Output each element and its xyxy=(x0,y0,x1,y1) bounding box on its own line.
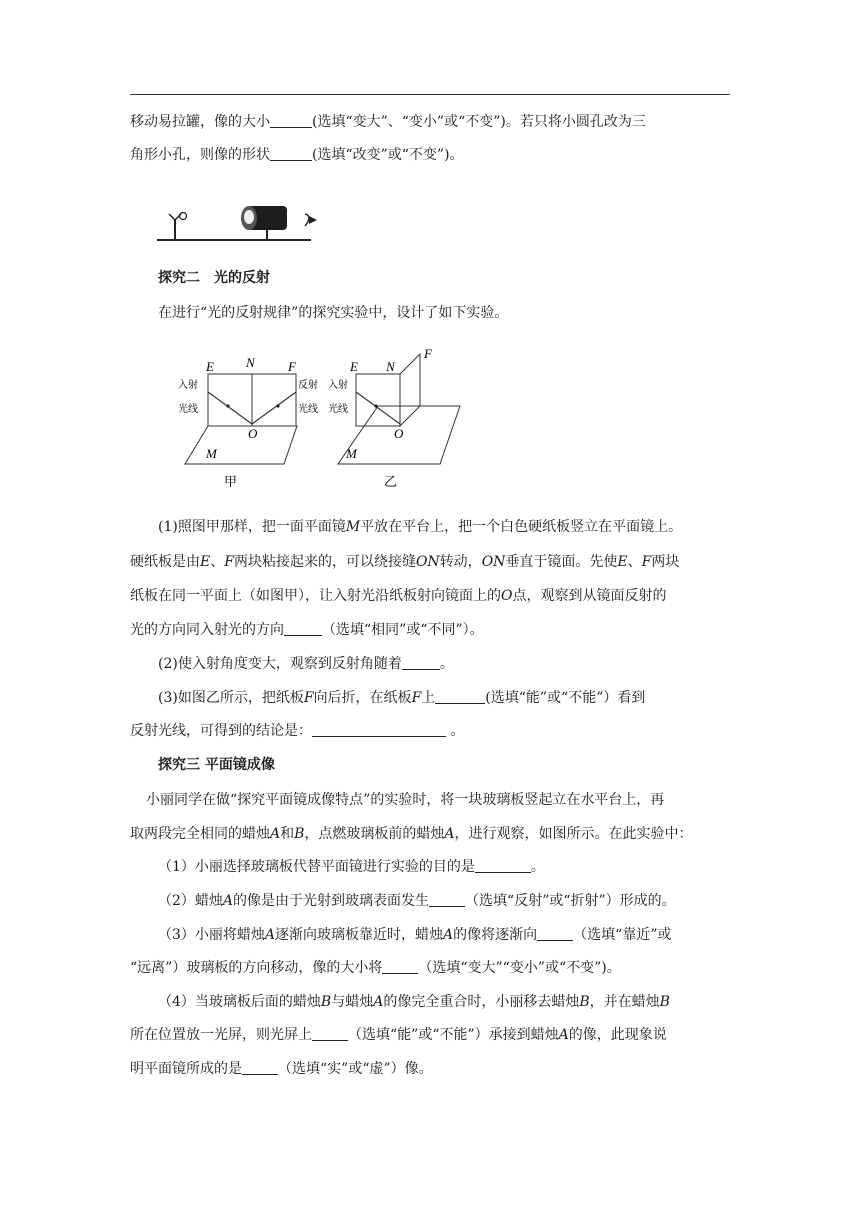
s2-q1-line4 xyxy=(130,620,484,640)
caption-jia: 甲 xyxy=(224,474,238,489)
answer-blank[interactable] xyxy=(402,655,440,670)
var: A xyxy=(444,826,455,842)
text: （选填“实”或“虚”）像。 xyxy=(278,1061,433,1077)
label-f: F xyxy=(288,359,296,374)
reflection-figure xyxy=(172,344,472,490)
text: ，点燃玻璃板前的蜡烛 xyxy=(304,826,445,842)
text: ，并在蜡烛 xyxy=(589,994,660,1010)
answer-blank[interactable] xyxy=(312,1026,348,1041)
eye-icon xyxy=(305,214,317,226)
section-2-title: 探究二 光的反射 xyxy=(158,270,270,286)
text: （选填“变大”“变小”或“不变”)。 xyxy=(418,960,621,976)
label-e: E xyxy=(206,359,214,374)
text: (选填“变大”、“变小”或“不变”)。若只将小圆孔改为三 xyxy=(312,114,646,130)
text: 的像将逐渐向 xyxy=(453,927,538,943)
text: 上 xyxy=(421,690,436,706)
can-icon xyxy=(241,206,287,240)
s2-q3-line2 xyxy=(130,721,464,741)
answer-blank-shape[interactable] xyxy=(270,146,312,161)
text: “远离”）玻璃板的方向移动，像的大小将 xyxy=(130,960,383,976)
text: 两块粘接起来的，可以绕接缝 xyxy=(233,554,416,570)
p1-line1 xyxy=(130,112,646,132)
text: 移动易拉罐，像的大小 xyxy=(130,114,270,130)
var: E xyxy=(200,554,211,570)
s3-q4-line1 xyxy=(158,992,670,1012)
text: 的像是由于光射到玻璃表面发生 xyxy=(233,893,430,909)
caption-yi: 乙 xyxy=(384,474,398,489)
text: （选填“相同”或“不同”）。 xyxy=(322,622,484,638)
answer-blank-size[interactable] xyxy=(270,113,312,128)
header-rule xyxy=(130,94,730,95)
label-n: N xyxy=(246,355,255,370)
answer-blank[interactable] xyxy=(242,1060,278,1075)
label-incident-1: 入射 xyxy=(328,380,348,391)
text: （4）当玻璃板后面的蜡烛 xyxy=(158,994,321,1010)
var: M xyxy=(345,519,361,535)
text: 。 xyxy=(446,723,465,739)
var: B xyxy=(294,826,305,842)
label-incident-2: 光线 xyxy=(328,404,348,415)
label-o: O xyxy=(394,426,404,441)
s2-q3-line1 xyxy=(158,688,645,708)
text: （选填“靠近”或 xyxy=(573,927,672,943)
label-m: M xyxy=(206,446,217,461)
var: A xyxy=(558,1027,569,1043)
var: F xyxy=(303,690,314,706)
var: A xyxy=(222,893,234,909)
text: 垂直于镜面。先使 xyxy=(505,554,618,570)
text: 的像完全重合时，小丽移去蜡烛 xyxy=(383,994,580,1010)
label-e: E xyxy=(350,359,358,374)
text: 向后折，在纸板 xyxy=(313,690,412,706)
answer-blank[interactable] xyxy=(284,621,322,636)
text: 所在位置放一光屏，则光屏上 xyxy=(130,1027,312,1043)
var: F xyxy=(641,554,652,570)
text: 取两段完全相同的蜡烛 xyxy=(130,826,270,842)
text: 纸板在同一平面上（如图甲），让入射光沿纸板射向镜面上的 xyxy=(130,588,501,604)
s3-q3-line2 xyxy=(130,958,621,978)
var: A xyxy=(443,927,454,943)
text: （1）小丽选择玻璃板代替平面镜进行实验的目的是 xyxy=(158,859,475,875)
label-reflect-1: 反射 xyxy=(298,380,318,391)
var: B xyxy=(579,994,590,1010)
s3-q1 xyxy=(158,857,545,877)
answer-blank[interactable] xyxy=(475,858,531,873)
answer-blank-conclusion[interactable] xyxy=(312,722,446,737)
answer-blank[interactable] xyxy=(382,959,418,974)
figure-jia xyxy=(178,355,318,489)
p1-line2 xyxy=(130,145,464,165)
label-o: O xyxy=(248,426,258,441)
s3-q3-line1 xyxy=(158,925,672,945)
s2-q1-line3 xyxy=(130,586,666,606)
var: A xyxy=(373,994,384,1010)
label-reflect-2: 光线 xyxy=(298,404,318,415)
var: O xyxy=(501,588,513,604)
var: ON xyxy=(481,554,506,570)
text: 、 xyxy=(210,554,225,570)
section-2-intro: 在进行“光的反射规律”的探究实验中，设计了如下实验。 xyxy=(158,305,509,321)
text: ，进行观察，如图所示。在此实验中： xyxy=(454,826,693,842)
text: 。 xyxy=(530,859,545,875)
answer-blank[interactable] xyxy=(435,689,485,704)
figure-yi xyxy=(328,346,460,489)
section-3-title: 探究三 平面镜成像 xyxy=(158,757,275,773)
var: A xyxy=(270,826,281,842)
text: 硬纸板是由 xyxy=(130,554,200,570)
text: (3)如图乙所示，把纸板 xyxy=(158,690,304,706)
s3-q2 xyxy=(158,891,676,911)
answer-blank[interactable] xyxy=(537,926,573,941)
var: E xyxy=(617,554,628,570)
answer-blank[interactable] xyxy=(429,892,465,907)
text: 转动， xyxy=(439,554,482,570)
text: （2）蜡烛 xyxy=(158,893,223,909)
label-f: F xyxy=(424,346,432,361)
label-n: N xyxy=(386,359,395,374)
var: ON xyxy=(415,554,440,570)
var: F xyxy=(411,690,422,706)
text: (选填“能”或“不能”）看到 xyxy=(485,690,646,706)
candle-icon xyxy=(169,213,187,241)
s3-intro-line1: 小丽同学在做“探究平面镜成像特点”的实验时，将一块玻璃板竖起立在水平台上，再 xyxy=(146,792,665,808)
text: (2)使入射角度变大，观察到反射角随着 xyxy=(158,656,402,672)
var: B xyxy=(659,994,670,1010)
s3-q4-line3 xyxy=(130,1059,433,1079)
text: （选填“反射”或“折射”）形成的。 xyxy=(465,893,676,909)
text: 角形小孔，则像的形状 xyxy=(130,147,270,163)
s2-q1-line1 xyxy=(158,517,682,537)
s3-intro-line2 xyxy=(130,824,693,844)
text: 两块 xyxy=(651,554,680,570)
text: 和 xyxy=(280,826,295,842)
label-incident-2: 光线 xyxy=(178,404,198,415)
text: 、 xyxy=(627,554,642,570)
label-m: M xyxy=(346,446,357,461)
text: 点，观察到从镜面反射的 xyxy=(512,588,667,604)
text: 的像，此现象说 xyxy=(568,1027,667,1043)
text: 与蜡烛 xyxy=(331,994,374,1010)
text: 光的方向同入射光的方向 xyxy=(130,622,284,638)
text: (1)照图甲那样，把一面平面镜 xyxy=(158,519,346,535)
var: A xyxy=(264,927,276,943)
text: (选填“改变”或“不变”)。 xyxy=(312,147,464,163)
pinhole-camera-figure xyxy=(155,196,325,246)
text: 逐渐向玻璃板靠近时，蜡烛 xyxy=(275,927,444,943)
s3-q4-line2 xyxy=(130,1025,667,1045)
var: F xyxy=(224,554,234,570)
text: 。 xyxy=(439,656,454,672)
text: 平放在平台上，把一个白色硬纸板竖立在平面镜上。 xyxy=(360,519,683,535)
text: （选填“能”或“不能”）承接到蜡烛 xyxy=(348,1027,559,1043)
text: 反射光线，可得到的结论是： xyxy=(130,723,312,739)
s2-q2 xyxy=(158,654,454,674)
var: B xyxy=(320,994,332,1010)
text: （3）小丽将蜡烛 xyxy=(158,927,265,943)
text: 明平面镜所成的是 xyxy=(130,1061,242,1077)
label-incident-1: 入射 xyxy=(178,380,198,391)
s2-q1-line2 xyxy=(130,552,679,572)
